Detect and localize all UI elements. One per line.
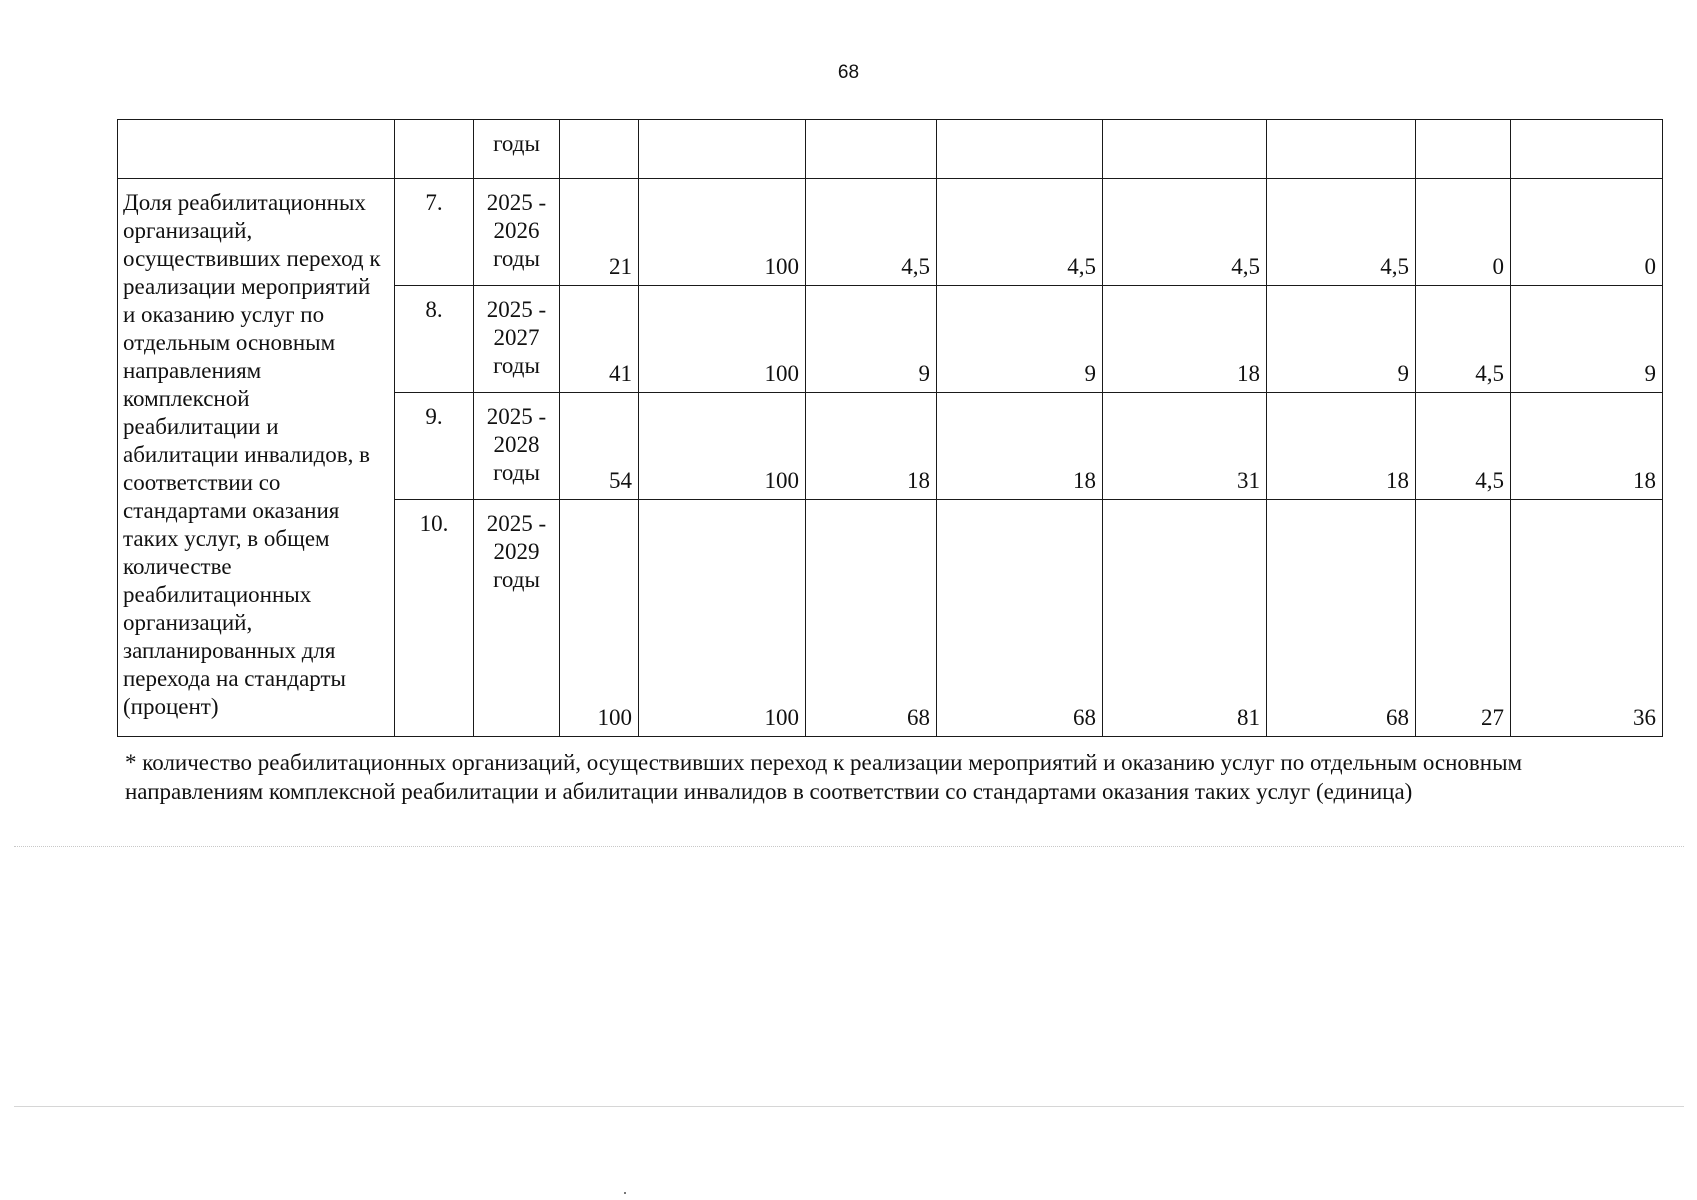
period-cell: годы [474, 120, 560, 179]
value-cell: 4,5 [1103, 179, 1267, 286]
value-cell: 9 [1511, 286, 1663, 393]
period-cell: 2025 - 2028 годы [474, 393, 560, 500]
value-cell: 9 [937, 286, 1103, 393]
table-cell [560, 120, 639, 179]
value-cell: 9 [1267, 286, 1416, 393]
value-cell: 4,5 [1267, 179, 1416, 286]
table-cell [1103, 120, 1267, 179]
value-cell: 18 [806, 393, 937, 500]
value-cell: 18 [937, 393, 1103, 500]
scan-speck [624, 1192, 626, 1194]
table-continuation-row [118, 120, 1663, 179]
period-cell: 2025 - 2027 годы [474, 286, 560, 393]
page-number: 68 [837, 62, 860, 83]
value-cell: 18 [1267, 393, 1416, 500]
value-cell: 68 [806, 500, 937, 737]
value-cell: 18 [1103, 286, 1267, 393]
value-cell: 27 [1416, 500, 1511, 737]
table-cell [1511, 120, 1663, 179]
value-cell: 0 [1511, 179, 1663, 286]
table-row [118, 179, 1663, 286]
value-cell: 100 [560, 500, 639, 737]
value-cell: 9 [806, 286, 937, 393]
footnote: * количество реабилитационных организаций, осуществивших переход к реализации мероприятий и оказанию услуг по отдельным основным направлениям комплексной реабилитации и абилитации инвалидов в соответствии со стандартами оказания таких услуг (единица) [125, 750, 1523, 804]
row-number: 8. [395, 286, 474, 393]
value-cell: 21 [560, 179, 639, 286]
table-cell [806, 120, 937, 179]
value-cell: 100 [639, 393, 806, 500]
value-cell: 100 [639, 179, 806, 286]
scan-divider [14, 1106, 1684, 1107]
value-cell: 31 [1103, 393, 1267, 500]
table-cell [1416, 120, 1511, 179]
value-cell: 41 [560, 286, 639, 393]
value-cell: 81 [1103, 500, 1267, 737]
value-cell: 0 [1416, 179, 1511, 286]
table-cell [395, 120, 474, 179]
value-cell: 4,5 [806, 179, 937, 286]
scan-divider [14, 846, 1684, 847]
value-cell: 4,5 [1416, 286, 1511, 393]
table-cell [639, 120, 806, 179]
indicator-table [117, 119, 1663, 737]
table-cell [937, 120, 1103, 179]
value-cell: 54 [560, 393, 639, 500]
period-cell: 2025 - 2029 годы [474, 500, 560, 737]
period-cell: 2025 - 2026 годы [474, 179, 560, 286]
table-cell [118, 120, 395, 179]
value-cell: 100 [639, 500, 806, 737]
row-number: 7. [395, 179, 474, 286]
value-cell: 18 [1511, 393, 1663, 500]
indicator-description: Доля реабилитационных организаций, осуществивших переход к реализации мероприятий и оказанию услуг по отдельным основным направлениям комплексной реабилитации и абилитации инвалидов, в соответствии со стандартами оказания таких услуг, в общем количестве реабилитационных организаций, запланированных для перехода на стандарты (процент) [118, 179, 395, 737]
value-cell: 36 [1511, 500, 1663, 737]
value-cell: 68 [937, 500, 1103, 737]
value-cell: 4,5 [1416, 393, 1511, 500]
row-number: 10. [395, 500, 474, 737]
value-cell: 100 [639, 286, 806, 393]
table-cell [1267, 120, 1416, 179]
row-number: 9. [395, 393, 474, 500]
value-cell: 4,5 [937, 179, 1103, 286]
value-cell: 68 [1267, 500, 1416, 737]
